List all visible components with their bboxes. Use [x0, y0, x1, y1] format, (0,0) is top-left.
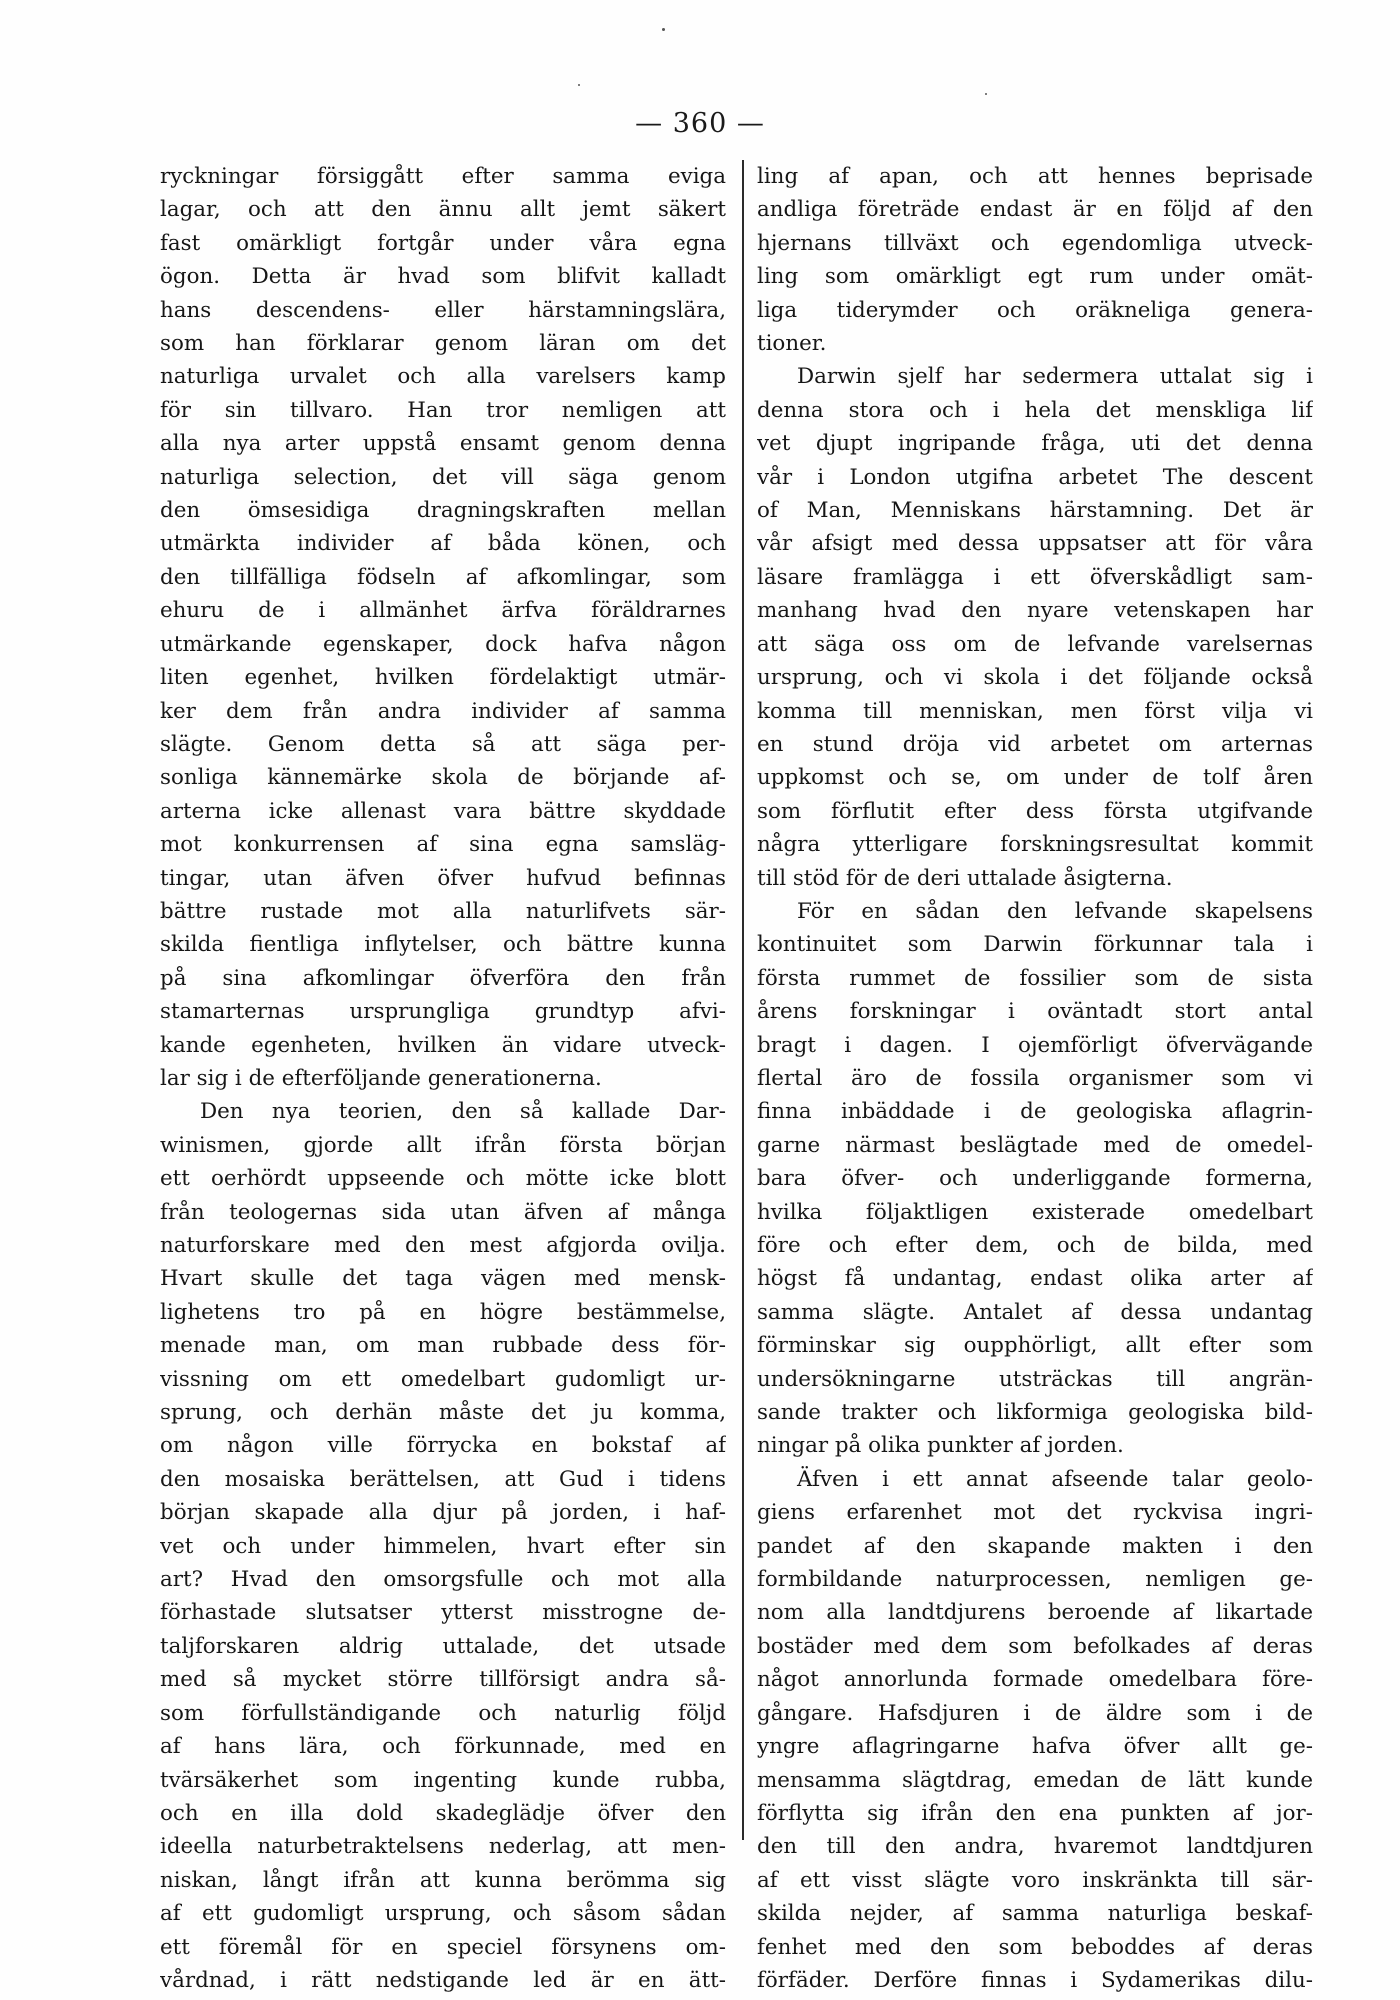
text-line: vissning om ett omedelbart gudomligt ur- — [160, 1366, 726, 1392]
text-line: kande egenheten, hvilken än vidare utveck- — [160, 1032, 726, 1058]
text-line: ett föremål för en speciel försynens om- — [160, 1934, 726, 1960]
text-line: denna stora och i hela det menskliga lif — [757, 397, 1313, 423]
text-line: finna inbäddade i de geologiska aflagrin- — [757, 1099, 1313, 1125]
text-line: som förfullständigande och naturlig följd — [160, 1700, 726, 1726]
text-line: på sina afkomlingar öfverföra den från — [160, 965, 726, 991]
text-line: hvilka följaktligen existerade omedelbart — [757, 1199, 1313, 1225]
text-line: af hans lära, och förkunnade, med en — [160, 1734, 726, 1760]
text-line: slägte. Genom detta så att säga per- — [160, 731, 726, 757]
text-line: Darwin sjelf har sedermera uttalat sig i — [797, 364, 1313, 390]
text-line: om någon ville förrycka en bokstaf af — [160, 1433, 726, 1459]
text-line: skilda nejder, af samma naturliga beskaf- — [757, 1901, 1313, 1927]
text-line: tingar, utan äfven öfver hufvud befinnas — [160, 865, 726, 891]
text-line: ningar på olika punkter af jorden. — [757, 1433, 1124, 1459]
text-line: kontinuitet som Darwin förkunnar tala i — [757, 932, 1313, 958]
text-line: bättre rustade mot alla naturlifvets sär- — [160, 898, 726, 924]
text-line: alla nya arter uppstå ensamt genom denna — [160, 431, 726, 457]
text-line: stamarternas ursprungliga grundtyp afvi- — [160, 999, 726, 1025]
text-line: ling som omärkligt egt rum under omät- — [757, 264, 1313, 290]
text-line: garne närmast beslägtade med de omedel- — [757, 1132, 1313, 1158]
text-line: andliga företräde endast är en följd af den — [757, 197, 1313, 223]
text-line: tioner. — [757, 331, 827, 357]
text-line: utmärkande egenskaper, dock hafva någon — [160, 631, 726, 657]
text-line: af ett visst slägte voro inskränkta till sär- — [757, 1867, 1313, 1893]
text-line: högst få undantag, endast olika arter af — [757, 1266, 1313, 1292]
text-line: för sin tillvaro. Han tror nemligen att — [160, 397, 726, 423]
text-line: niskan, långt ifrån att kunna berömma sig — [160, 1867, 726, 1893]
right-text-column — [757, 160, 1313, 1997]
text-line: flertal äro de fossila organismer som vi — [757, 1065, 1313, 1091]
text-line: yngre aflagringarne hafva öfver allt ge- — [757, 1734, 1313, 1760]
text-line: från teologernas sida utan äfven af många — [160, 1199, 726, 1225]
print-speck — [985, 93, 987, 95]
text-line: vet djupt ingripande fråga, uti det denna — [757, 431, 1313, 457]
text-line: första rummet de fossilier som de sista — [757, 965, 1313, 991]
text-line: till stöd för de deri uttalade åsigterna. — [757, 865, 1173, 891]
text-line: förflytta sig ifrån den ena punkten af jor- — [757, 1800, 1313, 1826]
text-line: liten egenhet, hvilken fördelaktigt utmär- — [160, 665, 726, 691]
page-number: — 360 — — [635, 108, 765, 139]
text-line: ett oerhördt uppseende och mötte icke blott — [160, 1166, 726, 1192]
text-line: menade man, om man rubbade dess för- — [160, 1333, 726, 1359]
text-line: hjernans tillväxt och egendomliga utveck- — [757, 230, 1313, 256]
text-line: naturliga selection, det vill säga genom — [160, 464, 726, 490]
text-line: giens erfarenhet mot det ryckvisa ingri- — [757, 1500, 1313, 1526]
text-line: ideella naturbetraktelsens nederlag, att men- — [160, 1834, 726, 1860]
text-line: samma slägte. Antalet af dessa undantag — [757, 1299, 1313, 1325]
text-line: naturforskare med den mest afgjorda ovilja. — [160, 1233, 726, 1258]
text-line: vet och under himmelen, hvart efter sin — [160, 1533, 726, 1559]
text-line: som han förklarar genom läran om det — [160, 331, 726, 357]
text-line: fenhet med den som beboddes af deras — [757, 1934, 1313, 1960]
print-speck — [662, 28, 665, 31]
text-line: hans descendens- eller härstamningslära, — [160, 297, 726, 323]
text-line: ögon. Detta är hvad som blifvit kalladt — [160, 264, 726, 290]
text-line: läsare framlägga i ett öfverskådligt sam- — [757, 564, 1313, 590]
text-line: mot konkurrensen af sina egna samsläg- — [160, 832, 726, 858]
text-line: förminskar sig oupphörligt, allt efter som — [757, 1333, 1313, 1359]
text-line: För en sådan den lefvande skapelsens — [797, 898, 1313, 924]
text-line: bostäder med dem som befolkades af deras — [757, 1633, 1313, 1659]
text-line: med så mycket större tillförsigt andra så- — [160, 1667, 726, 1693]
text-line: några ytterligare forskningsresultat kommit — [757, 832, 1313, 858]
text-line: att säga oss om de lefvande varelsernas — [757, 631, 1313, 657]
text-line: bragt i dagen. I ojemförligt öfvervägande — [757, 1032, 1313, 1058]
text-line: of Man, Menniskans härstamning. Det är — [757, 498, 1313, 524]
text-line: gångare. Hafsdjuren i de äldre som i de — [757, 1700, 1313, 1726]
left-text-column — [160, 160, 726, 1997]
text-line: skilda fientliga inflytelser, och bättre kunna — [160, 932, 726, 958]
text-line: liga tiderymder och oräkneliga genera- — [757, 297, 1313, 323]
text-line: förfäder. Derföre finnas i Sydamerikas dilu- — [757, 1967, 1313, 1993]
text-line: vår i London utgifna arbetet The descent — [757, 464, 1313, 490]
text-line: taljforskaren aldrig uttalade, det utsade — [160, 1633, 726, 1659]
text-line: en stund dröja vid arbetet om arternas — [757, 731, 1313, 757]
text-line: nom alla landtdjurens beroende af likartade — [757, 1600, 1313, 1626]
text-line: Äfven i ett annat afseende talar geolo- — [797, 1466, 1313, 1492]
text-line: Hvart skulle det taga vägen med mensk- — [160, 1266, 726, 1292]
text-line: vårdnad, i rätt nedstigande led är en ätt- — [160, 1967, 726, 1993]
text-line: mensamma slägtdrag, emedan de lätt kunde — [757, 1767, 1313, 1793]
text-line: vår afsigt med dessa uppsatser att för våra — [757, 531, 1313, 557]
text-line: fast omärkligt fortgår under våra egna — [160, 230, 726, 256]
text-line: arterna icke allenast vara bättre skyddade — [160, 798, 726, 824]
text-line: Den nya teorien, den så kallade Dar- — [200, 1099, 726, 1125]
column-divider — [742, 160, 744, 1840]
text-line: sande trakter och likformiga geologiska bild- — [757, 1400, 1313, 1426]
text-line: sonliga kännemärke skola de börjande af- — [160, 765, 726, 791]
text-line: tvärsäkerhet som ingenting kunde rubba, — [160, 1767, 726, 1793]
text-line: uppkomst och se, om under de tolf åren — [757, 765, 1313, 791]
text-line: naturliga urvalet och alla varelsers kamp — [160, 364, 726, 390]
text-line: lar sig i de efterföljande generationerna. — [160, 1065, 602, 1091]
text-line: förhastade slutsatser ytterst misstrogne de- — [160, 1600, 726, 1626]
text-line: formbildande naturprocessen, nemligen ge- — [757, 1567, 1313, 1593]
text-line: ehuru de i allmänhet ärfva föräldrarnes — [160, 598, 726, 624]
text-line: något annorlunda formade omedelbara före- — [757, 1667, 1313, 1693]
text-line: ryckningar försiggått efter samma eviga — [160, 164, 726, 189]
text-line: ling af apan, och att hennes beprisade — [757, 164, 1313, 189]
text-line: början skapade alla djur på jorden, i haf- — [160, 1500, 726, 1526]
text-line: winismen, gjorde allt ifrån första början — [160, 1132, 726, 1158]
text-line: af ett gudomligt ursprung, och såsom sådan — [160, 1901, 726, 1927]
text-line: lighetens tro på en högre bestämmelse, — [160, 1299, 726, 1325]
text-line: ker dem från andra individer af samma — [160, 698, 726, 724]
text-line: den tillfälliga födseln af afkomlingar, som — [160, 564, 726, 590]
print-speck — [578, 84, 580, 86]
text-line: den till den andra, hvaremot landtdjuren — [757, 1834, 1313, 1860]
text-line: bara öfver- och underliggande formerna, — [757, 1166, 1313, 1192]
text-line: art? Hvad den omsorgsfulle och mot alla — [160, 1567, 726, 1593]
text-line: lagar, och att den ännu allt jemt säkert — [160, 197, 726, 223]
text-line: sprung, och derhän måste det ju komma, — [160, 1400, 726, 1426]
text-line: komma till menniskan, men först vilja vi — [757, 698, 1313, 724]
text-line: ursprung, och vi skola i det följande också — [757, 665, 1313, 691]
text-line: årens forskningar i oväntadt stort antal — [757, 999, 1313, 1025]
text-line: utmärkta individer af båda könen, och — [160, 531, 726, 557]
text-line: den mosaiska berättelsen, att Gud i tidens — [160, 1466, 726, 1492]
text-line: pandet af den skapande makten i den — [757, 1533, 1313, 1559]
text-line: och en illa dold skadeglädje öfver den — [160, 1800, 726, 1826]
text-line: som förflutit efter dess första utgifvande — [757, 798, 1313, 824]
text-line: manhang hvad den nyare vetenskapen har — [757, 598, 1313, 624]
text-line: undersökningarne utsträckas till angrän- — [757, 1366, 1313, 1392]
text-line: före och efter dem, och de bilda, med — [757, 1233, 1313, 1258]
text-line: den ömsesidiga dragningskraften mellan — [160, 498, 726, 524]
